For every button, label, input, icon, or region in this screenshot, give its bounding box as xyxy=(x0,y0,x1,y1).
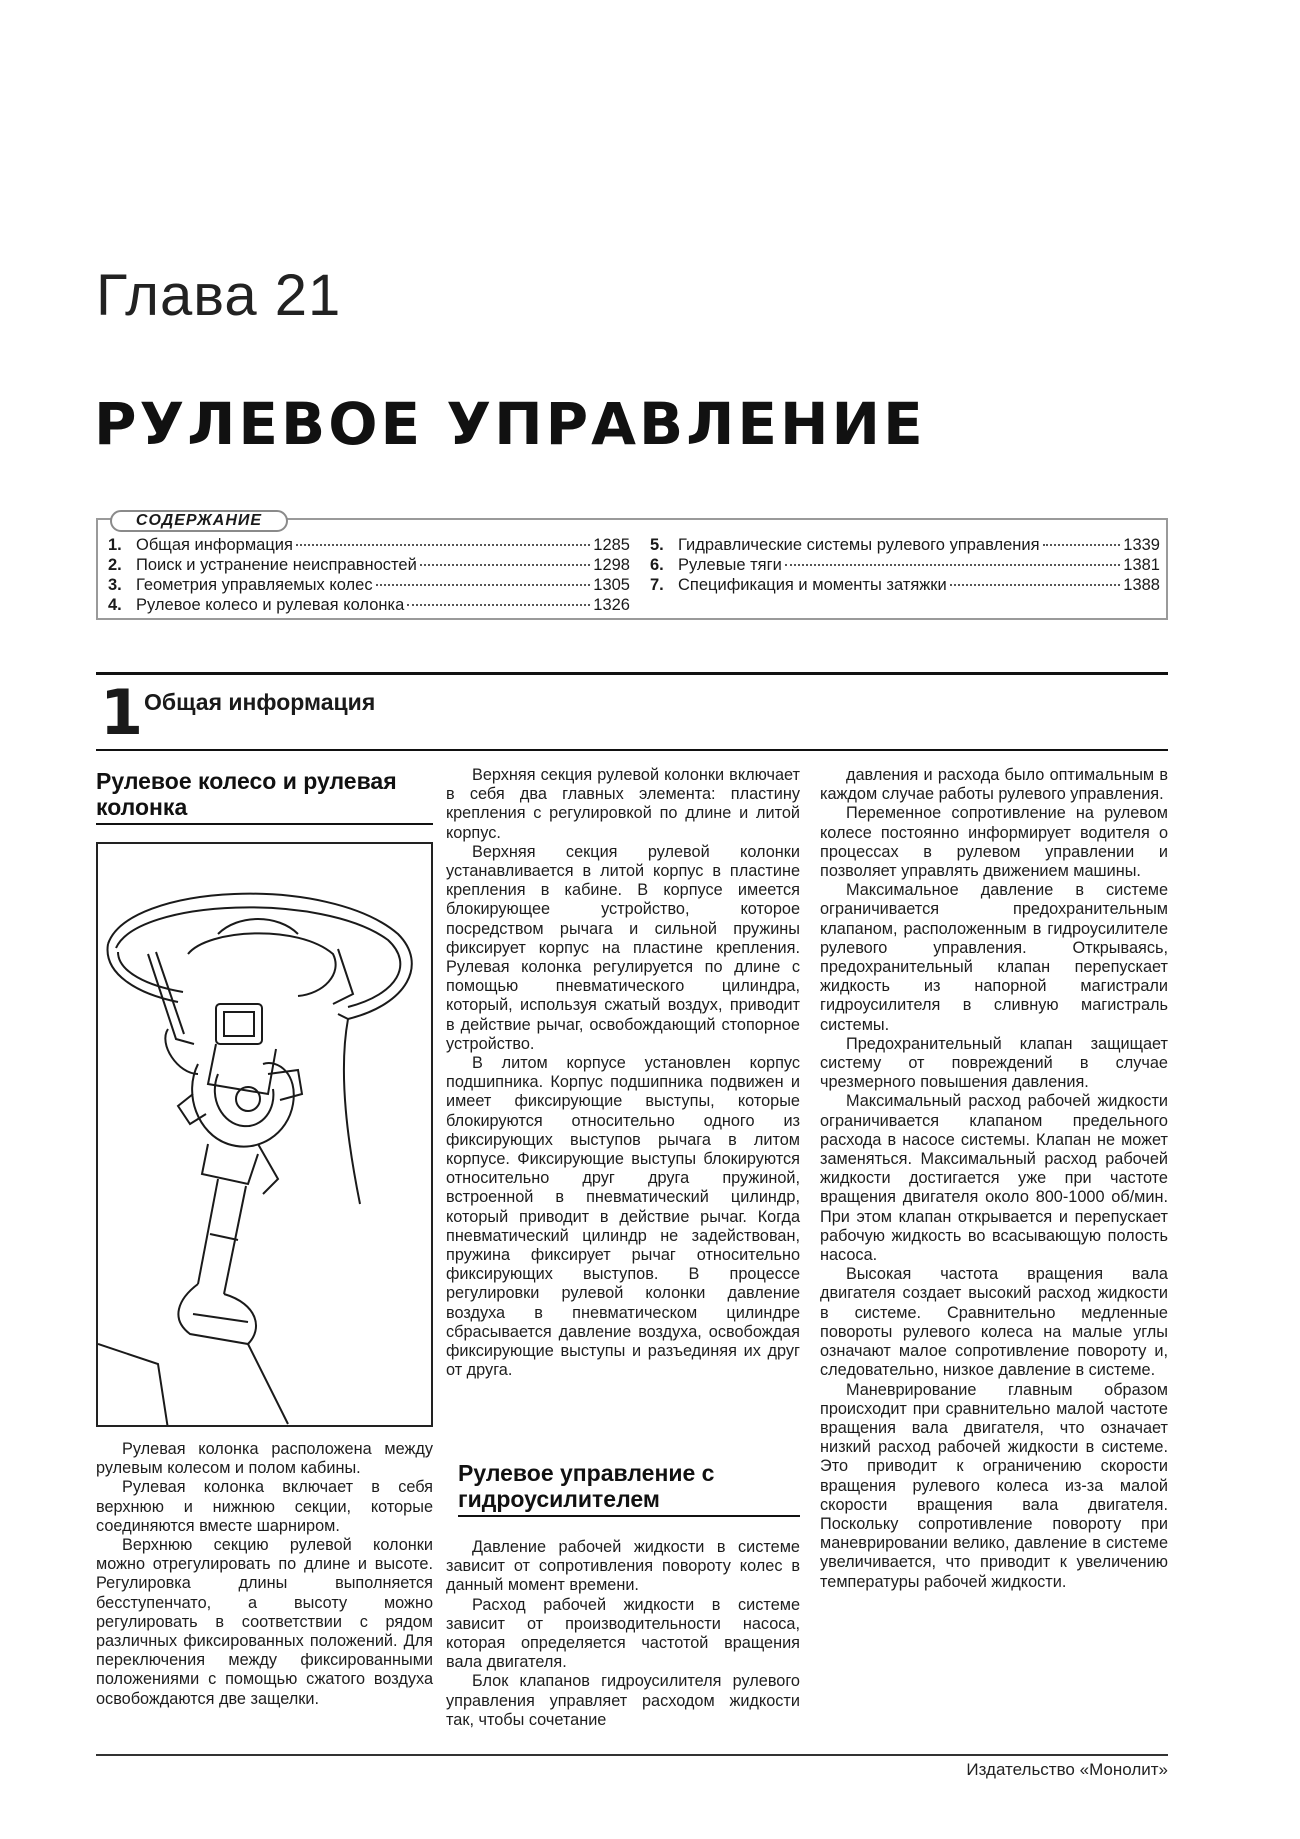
steering-column-illustration xyxy=(96,842,433,1427)
toc-item-label: Поиск и устранение неисправностей xyxy=(136,556,417,574)
toc-leader-dots xyxy=(296,544,590,546)
paragraph: Блок клапанов гидроусилителя рулевого управления управляет расходом жидкости так, чтобы сочетание xyxy=(446,1672,800,1729)
toc-item-page: 1388 xyxy=(1123,576,1160,594)
section-title: Общая информация xyxy=(144,689,376,715)
section-rule-bottom xyxy=(96,749,1168,751)
paragraph: Давление рабочей жидкости в системе зависит от сопротивления повороту колес в данный момент времени. xyxy=(446,1538,800,1595)
toc-leader-dots xyxy=(420,564,590,566)
toc-item[interactable] xyxy=(108,535,630,555)
toc-item-label: Геометрия управляемых колес xyxy=(136,576,373,594)
publisher-footer: Издательство «Монолит» xyxy=(966,1760,1168,1779)
toc-item[interactable] xyxy=(108,575,630,595)
text-column-3 xyxy=(820,766,1168,1592)
toc-item-page: 1298 xyxy=(593,556,630,574)
toc-item-number: 5. xyxy=(650,536,664,554)
section-rule-top xyxy=(96,672,1168,675)
paragraph: Маневрирование главным образом происходит при сравнительно малой частоте вращения вала двигателя, что означает низкий расход рабочей жидкости в системе. Это приводит к ограничению скорости вращения рулевого колеса из-за малой скорости вращения вала двигателя. Поскольку сопротивление повороту при маневрировании велико, давление в системе увеличивается, что приводит к увеличению температуры рабочей жидкости. xyxy=(820,1380,1168,1591)
section-number: 1 xyxy=(100,676,144,749)
toc-leader-dots xyxy=(407,604,590,606)
subheading-steering-column: Рулевое колесо и рулевая колонка xyxy=(96,768,433,825)
paragraph: Высокая частота вращения вала двигателя создает высокий расход жидкости в системе. Сравнительно медленные повороты рулевого колеса на малые углы означают малое сопротивление повороту и, следовательно, низкое давление в системе. xyxy=(820,1265,1168,1380)
paragraph: Переменное сопротивление на рулевом колесе постоянно информирует водителя о процессах в рулевом управлении и позволяет управлять движением машины. xyxy=(820,804,1168,881)
paragraph: Верхнюю секцию рулевой колонки можно отрегулировать по длине и высоте. Регулировка длины выполняется бесступенчато, а высоту можно регулировать в соответствии с рядом различных фиксированных положений. Для переключения между фиксированными положениями с помощью сжатого воздуха освобождаются две защелки. xyxy=(96,1536,433,1708)
toc-item-number: 6. xyxy=(650,556,664,574)
toc-leader-dots xyxy=(785,564,1120,566)
toc-leader-dots xyxy=(1043,544,1121,546)
toc-item-number: 3. xyxy=(108,576,122,594)
toc-item-page: 1285 xyxy=(593,536,630,554)
toc-item-number: 7. xyxy=(650,576,664,594)
paragraph: Максимальный расход рабочей жидкости ограничивается клапаном предельного расхода в насосе системы. Клапан не может заменяться. Максимальный расход рабочей жидкости достигается уже при частоте вращения двигателя около 800-1000 об/мин. При этом клапан открывается и перепускает рабочую жидкость во всасывающую полость насоса. xyxy=(820,1092,1168,1265)
toc-item-page: 1381 xyxy=(1123,556,1160,574)
toc-column-right xyxy=(650,535,1160,595)
footer-rule xyxy=(96,1754,1168,1756)
toc-leader-dots xyxy=(950,584,1121,586)
toc-item-page: 1339 xyxy=(1123,536,1160,554)
toc-item[interactable] xyxy=(108,595,630,615)
toc-item[interactable] xyxy=(650,535,1160,555)
toc-item-page: 1305 xyxy=(593,576,630,594)
toc-item[interactable] xyxy=(650,575,1160,595)
toc-column-left xyxy=(108,535,630,615)
toc-item[interactable] xyxy=(650,555,1160,575)
toc-item-label: Рулевые тяги xyxy=(678,556,782,574)
paragraph: Верхняя секция рулевой колонки устанавливается в литой корпус в пластине крепления в кабине. В корпусе имеется блокирующее устройство, которое посредством рычага и сильной пружины фиксирует корпус на пластине крепления. Рулевая колонка регулируется по длине с помощью пневматического цилиндра, который, используя сжатый воздух, приводит в действие рычаг, освобождающий стопорное устройство. xyxy=(446,842,800,1053)
toc-item-number: 1. xyxy=(108,536,122,554)
text-column-2 xyxy=(446,766,800,1381)
paragraph: Рулевая колонка включает в себя верхнюю и нижнюю секции, которые соединяются вместе шарниром. xyxy=(96,1478,433,1535)
chapter-title: РУЛЕВОЕ УПРАВЛЕНИЕ xyxy=(94,390,926,458)
toc-item-number: 4. xyxy=(108,596,122,614)
toc-item-label: Общая информация xyxy=(136,536,293,554)
text-column-1 xyxy=(96,1440,433,1709)
steering-column-drawing xyxy=(98,844,433,1427)
paragraph: Верхняя секция рулевой колонки включает в себя два главных элемента: пластину крепления с регулировкой по длине и литой корпус. xyxy=(446,766,800,842)
subheading-power-steering: Рулевое управление с гидроусилителем xyxy=(458,1460,800,1517)
paragraph: Максимальное давление в системе ограничивается предохранительным клапаном, расположенным в гидроусилителе рулевого управления. Открываясь, предохранительный клапан перепускает жидкость из напорной магистрали гидроусилителя в сливную магистраль системы. xyxy=(820,881,1168,1034)
paragraph: Расход рабочей жидкости в системе зависит от производительности насоса, которая определяется частотой вращения вала двигателя. xyxy=(446,1595,800,1672)
text-column-2-lower xyxy=(446,1538,800,1730)
paragraph: Рулевая колонка расположена между рулевым колесом и полом кабины. xyxy=(96,1440,433,1478)
chapter-label: Глава 21 xyxy=(96,263,342,328)
toc-item[interactable] xyxy=(108,555,630,575)
toc-item-label: Рулевое колесо и рулевая колонка xyxy=(136,596,405,614)
paragraph: Предохранительный клапан защищает систему от повреждений в случае чрезмерного повышения давления. xyxy=(820,1034,1168,1092)
toc-heading: СОДЕРЖАНИЕ xyxy=(110,510,288,532)
toc-item-label: Спецификация и моменты затяжки xyxy=(678,576,947,594)
toc-item-number: 2. xyxy=(108,556,122,574)
toc-item-label: Гидравлические системы рулевого управления xyxy=(678,536,1040,554)
paragraph: давления и расхода было оптимальным в каждом случае работы рулевого управления. xyxy=(820,766,1168,804)
paragraph: В литом корпусе установлен корпус подшипника. Корпус подшипника подвижен и имеет фиксирующие выступы, которые блокируются относительно одного из фиксирующих выступов рычага в литом корпусе. Фиксирующие выступы блокируются относительно друг друга пружиной, встроенной в пневматический цилиндр, который приводит в действие рычаг. Когда пневматический цилиндр не задействован, пружина фиксирует рычаг относительно фиксирующих выступов. В процессе регулировки рулевой колонки давление воздуха в пневматическом цилиндре сбрасывается давление воздуха, освобождая фиксирующие выступы и разъединяя их друг от друга. xyxy=(446,1054,800,1380)
toc-leader-dots xyxy=(376,584,591,586)
toc-item-page: 1326 xyxy=(593,596,630,614)
table-of-contents xyxy=(96,512,1168,620)
